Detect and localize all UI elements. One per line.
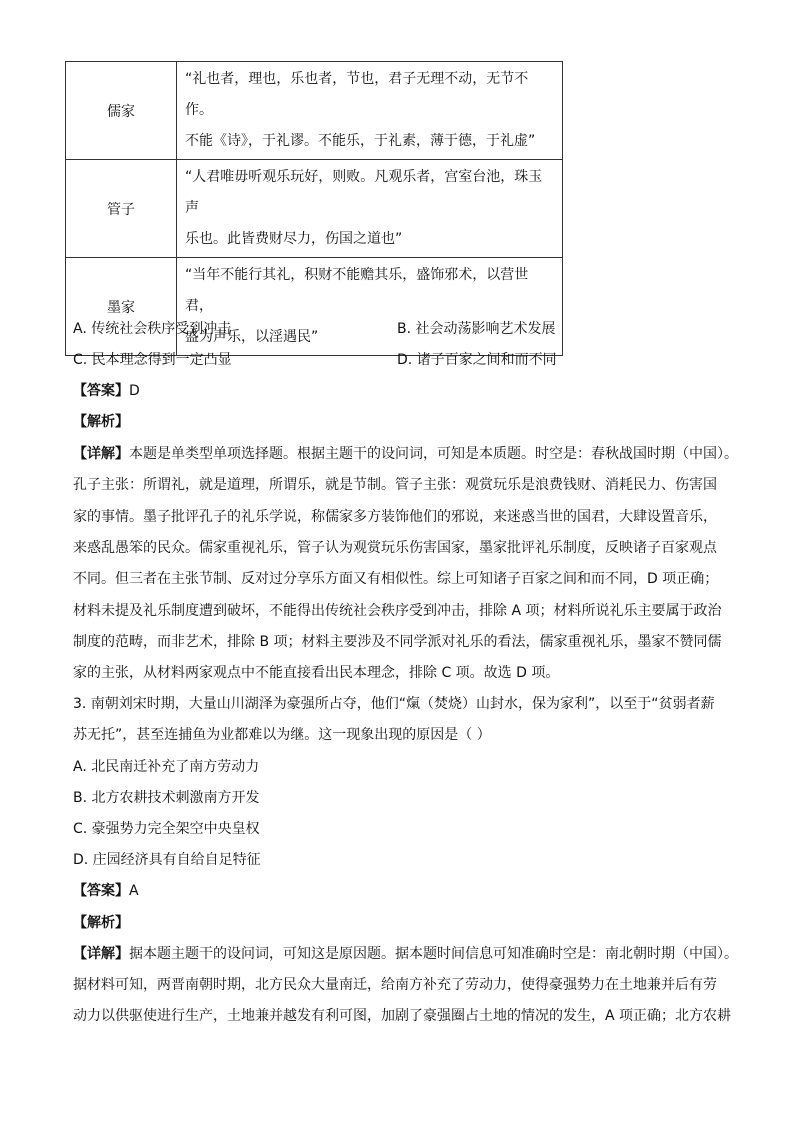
detail-line: 家的主张，从材料两家观点中不能直接看出民本理念，排除 C 项。故选 D 项。 [73,665,560,681]
answer-tag: 【答案】 [73,383,129,399]
detail-line: 家的事情。墨子批评孔子的礼乐学说，称儒家多方装饰他们的邪说，来迷惑当世的国君，大肆设置音乐， [73,509,717,525]
detail-line: 材料未提及礼乐制度遭到破坏，不能得出传统社会秩序受到冲击，排除 A 项；材料所说礼乐主要属于政治 [73,603,722,619]
quote-line: 乐也。此皆费财尽力，伤国之道也” [185,231,403,247]
question-stem-line: 3. 南朝刘宋时期，大量山川湖泽为豪强所占夺，他们“熂（焚烧）山封水，保为家利”，以至于“贫弱者薪 [73,696,715,712]
option-b: B. 北方农耕技术刺激南方开发 [73,790,260,806]
analysis-heading: 【解析】 [73,915,129,931]
option-c: C. 豪强势力完全架空中央皇权 [73,821,260,837]
school-cell: 管子 [66,160,177,258]
table-row [66,62,563,160]
question-stem-line: 苏无托”，甚至连捕鱼为业都难以为继。这一现象出现的原因是（ ） [73,727,491,743]
option-d: D. 庄园经济具有自给自足特征 [73,852,261,868]
detail-line: 据材料可知，两晋南朝时期，北方民众大量南迁，给南方补充了劳动力，使得豪强势力在土地兼并后有劳 [73,977,717,993]
detail-line: 来惑乱愚笨的民众。儒家重视礼乐，管子认为观赏玩乐伤害国家，墨家批评礼乐制度，反映诸子百家观点 [73,540,717,556]
detail-line: 【详解】本题是单类型单项选择题。根据主题干的设问词，可知是本质题。时空是：春秋战国时期（中国）。 [73,446,738,462]
quote-line: “礼也者，理也，乐也者，节也，君子无理不动，无节不作。 [185,71,529,118]
quote-line: 不能《诗》，于礼谬。不能乐，于礼素，薄于德，于礼虚” [185,133,536,149]
option-d: D. 诸子百家之间和而不同 [397,352,557,368]
option-a: A. 北民南迁补充了南方劳动力 [73,759,260,775]
quote-table [65,61,563,356]
quote-cell [177,258,563,356]
quote-line: 盛为声乐，以淫遇民” [185,329,319,345]
quote-line: “当年不能行其礼，积财不能赡其乐，盛饰邪术，以营世君， [185,267,529,314]
answer-tag: 【答案】 [73,883,129,899]
detail-line: 不同。但三者在主张节制、反对过分享乐方面又有相似性。综上可知诸子百家之间和而不同，D 项正确； [73,571,719,587]
detail-tag: 【详解】 [73,946,129,962]
answer-line [73,381,140,401]
school-cell: 儒家 [66,62,177,160]
answer-value: A [129,883,139,899]
detail-line: 【详解】据本题主题干的设问词，可知这是原因题。据本题时间信息可知准确时空是：南北朝时期（中国）。 [73,946,738,962]
answer-line [73,881,139,901]
detail-line: 孔子主张：所谓礼，就是道理，所谓乐，就是节制。管子主张：观赏玩乐是浪费钱财、消耗民力、伤害国 [73,477,717,493]
detail-line: 动力以供驱使进行生产，土地兼并越发有利可图，加剧了豪强圈占土地的情况的发生，A 项正确；北方农耕 [73,1008,732,1024]
quote-line: “人君唯毋听观乐玩好，则败。凡观乐者，宫室台池，珠玉声 [185,169,543,216]
detail-tag: 【详解】 [73,446,129,462]
analysis-heading: 【解析】 [73,414,129,430]
quote-cell [177,160,563,258]
option-b: B. 社会动荡影响艺术发展 [397,321,556,337]
option-c: C. 民本理念得到一定凸显 [73,352,232,368]
table-row [66,160,563,258]
option-a: A. 传统社会秩序受到冲击 [73,321,232,337]
school-cell: 墨家 [66,258,177,356]
table-row [66,258,563,356]
quote-cell [177,62,563,160]
detail-line: 制度的范畴，而非艺术，排除 B 项；材料主要涉及不同学派对礼乐的看法，儒家重视礼乐，墨家不赞同儒 [73,634,722,650]
answer-value: D [129,383,140,399]
